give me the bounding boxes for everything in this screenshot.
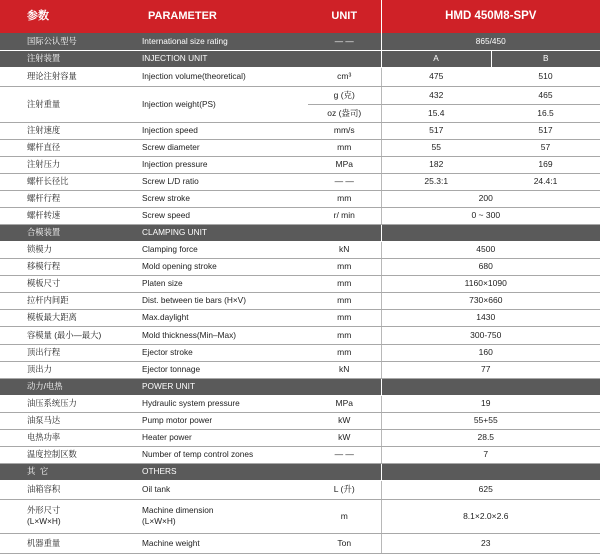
table-row (0, 446, 600, 463)
intl-rating-unit: — — (308, 33, 381, 50)
row-unit: kN (308, 241, 381, 258)
row-value-b: 465 (491, 86, 600, 104)
row-label-cn: 锁模力 (0, 241, 136, 258)
row-label-en: Ejector stroke (136, 344, 308, 361)
row-unit: mm (308, 258, 381, 275)
dimension-label-en: Machine dimension (142, 505, 214, 515)
table-row (0, 258, 600, 275)
row-label-en: Injection weight(PS) (136, 86, 308, 122)
row-label-en: Mold opening stroke (136, 258, 308, 275)
row-label-cn: 容模量 (最小—最大) (0, 326, 136, 344)
table-row (0, 292, 600, 309)
row-unit: kW (308, 429, 381, 446)
row-unit: MPa (308, 395, 381, 412)
row-unit: Ton (308, 533, 381, 553)
row-unit: cm³ (308, 67, 381, 86)
row-label-en: Dist. between tie bars (H×V) (136, 292, 308, 309)
row-value-b: 510 (491, 67, 600, 86)
header-parameter: PARAMETER (136, 0, 308, 33)
row-value-a: 55 (381, 139, 491, 156)
row-label-cn: 模板最大距离 (0, 309, 136, 326)
row-value-a: 432 (381, 86, 491, 104)
row-label-en: Heater power (136, 429, 308, 446)
row-label-en: Screw speed (136, 207, 308, 224)
intl-rating-cn: 国际公认型号 (0, 33, 136, 50)
row-value: 1160×1090 (381, 275, 600, 292)
section-injection-cn: 注射装置 (0, 50, 136, 67)
table-row (0, 173, 600, 190)
row-label-en: Max.daylight (136, 309, 308, 326)
row-value-a: 517 (381, 122, 491, 139)
row-label-en: Injection volume(theoretical) (136, 67, 308, 86)
section-power (0, 378, 600, 395)
row-label-en: Pump motor power (136, 412, 308, 429)
column-a-label: A (381, 50, 491, 67)
table-row (0, 533, 600, 553)
row-unit: kW (308, 412, 381, 429)
row-label-cn: 注射重量 (0, 86, 136, 122)
section-clamping (0, 224, 600, 241)
row-unit: — — (308, 446, 381, 463)
row-value: 28.5 (381, 429, 600, 446)
row-label-cn: 螺杆行程 (0, 190, 136, 207)
row-label-en (136, 499, 308, 533)
table-row (0, 480, 600, 499)
table-row (0, 395, 600, 412)
row-value: 19 (381, 395, 600, 412)
table-row (0, 499, 600, 533)
row-label-cn: 注射速度 (0, 122, 136, 139)
row-value: 300-750 (381, 326, 600, 344)
row-value: 160 (381, 344, 600, 361)
row-value: 55+55 (381, 412, 600, 429)
row-label-en: Oil tank (136, 480, 308, 499)
table-row (0, 122, 600, 139)
section-others-cn: 其 它 (0, 463, 136, 480)
table-row (0, 241, 600, 258)
header-model: HMD 450M8-SPV (381, 0, 600, 33)
row-label-en: Number of temp control zones (136, 446, 308, 463)
row-unit: mm/s (308, 122, 381, 139)
row-label-cn: 拉杆内间距 (0, 292, 136, 309)
row-label-cn: 油泵马达 (0, 412, 136, 429)
row-value: 7 (381, 446, 600, 463)
row-label-cn: 螺杆长径比 (0, 173, 136, 190)
row-label-cn: 电热功率 (0, 429, 136, 446)
section-clamping-cn: 合模装置 (0, 224, 136, 241)
row-label-cn: 注射压力 (0, 156, 136, 173)
header-row (0, 0, 600, 33)
row-unit: m (308, 499, 381, 533)
section-others-en: OTHERS (136, 463, 308, 480)
row-unit: mm (308, 292, 381, 309)
dimension-label-cn-sub: (L×W×H) (27, 516, 61, 526)
row-label-en: Ejector tonnage (136, 361, 308, 378)
row-value-a: 25.3:1 (381, 173, 491, 190)
row-unit: mm (308, 190, 381, 207)
row-label-en: Injection speed (136, 122, 308, 139)
section-others (0, 463, 600, 480)
row-value-b: 16.5 (491, 104, 600, 122)
row-value: 23 (381, 533, 600, 553)
table-row (0, 207, 600, 224)
header-cn: 参数 (0, 0, 136, 33)
row-value: 4500 (381, 241, 600, 258)
row-label-en: Platen size (136, 275, 308, 292)
row-label-en: Mold thickness(Min–Max) (136, 326, 308, 344)
table-row (0, 344, 600, 361)
row-label-en: Hydraulic system pressure (136, 395, 308, 412)
row-unit: mm (308, 326, 381, 344)
row-label-cn: 顶出行程 (0, 344, 136, 361)
row-label-en: Injection pressure (136, 156, 308, 173)
table-row (0, 429, 600, 446)
section-injection (0, 50, 600, 67)
row-label-cn: 模板尺寸 (0, 275, 136, 292)
row-label-cn: 螺杆转速 (0, 207, 136, 224)
row-unit: MPa (308, 156, 381, 173)
dimension-label-en-sub: (L×W×H) (142, 516, 176, 526)
row-unit: kN (308, 361, 381, 378)
column-b-label: B (491, 50, 600, 67)
row-label-cn: 温度控制区数 (0, 446, 136, 463)
row-label-cn: 油箱容积 (0, 480, 136, 499)
table-row (0, 86, 600, 104)
row-unit: g (克) (308, 86, 381, 104)
row-unit: oz (盎司) (308, 104, 381, 122)
row-unit: L (升) (308, 480, 381, 499)
row-value: 1430 (381, 309, 600, 326)
row-value: 730×660 (381, 292, 600, 309)
row-value: 625 (381, 480, 600, 499)
row-value-b: 169 (491, 156, 600, 173)
row-value-a: 15.4 (381, 104, 491, 122)
table-row (0, 190, 600, 207)
row-label-cn: 理论注射容量 (0, 67, 136, 86)
row-label-en: Screw L/D ratio (136, 173, 308, 190)
table-row (0, 139, 600, 156)
row-label-en: Machine weight (136, 533, 308, 553)
table-row (0, 326, 600, 344)
row-unit: mm (308, 139, 381, 156)
row-value: 77 (381, 361, 600, 378)
section-injection-en: INJECTION UNIT (136, 50, 308, 67)
table-row (0, 156, 600, 173)
intl-rating-en: International size rating (136, 33, 308, 50)
row-label-cn (0, 499, 136, 533)
section-power-cn: 动力/电热 (0, 378, 136, 395)
intl-rating-row (0, 33, 600, 50)
section-power-en: POWER UNIT (136, 378, 308, 395)
row-unit: mm (308, 344, 381, 361)
row-label-en: Clamping force (136, 241, 308, 258)
row-label-cn: 移模行程 (0, 258, 136, 275)
row-value-b: 517 (491, 122, 600, 139)
row-label-cn: 油压系统压力 (0, 395, 136, 412)
table-row (0, 67, 600, 86)
table-row (0, 275, 600, 292)
dimension-label-cn: 外形尺寸 (27, 505, 61, 515)
row-value: 680 (381, 258, 600, 275)
table-row (0, 361, 600, 378)
row-unit: mm (308, 309, 381, 326)
row-label-cn: 机器重量 (0, 533, 136, 553)
row-value-b: 57 (491, 139, 600, 156)
row-value-a: 475 (381, 67, 491, 86)
row-unit: mm (308, 275, 381, 292)
row-value: 8.1×2.0×2.6 (381, 499, 600, 533)
row-label-cn: 顶出力 (0, 361, 136, 378)
row-unit: — — (308, 173, 381, 190)
row-value: 200 (381, 190, 600, 207)
row-label-en: Screw diameter (136, 139, 308, 156)
row-value: 0 ~ 300 (381, 207, 600, 224)
intl-rating-value: 865/450 (381, 33, 600, 50)
row-label-en: Screw stroke (136, 190, 308, 207)
table-row (0, 309, 600, 326)
table-row (0, 412, 600, 429)
row-value-b: 24.4:1 (491, 173, 600, 190)
row-label-cn: 螺杆直径 (0, 139, 136, 156)
row-value-a: 182 (381, 156, 491, 173)
row-unit: r/ min (308, 207, 381, 224)
header-unit: UNIT (308, 0, 381, 33)
section-clamping-en: CLAMPING UNIT (136, 224, 308, 241)
